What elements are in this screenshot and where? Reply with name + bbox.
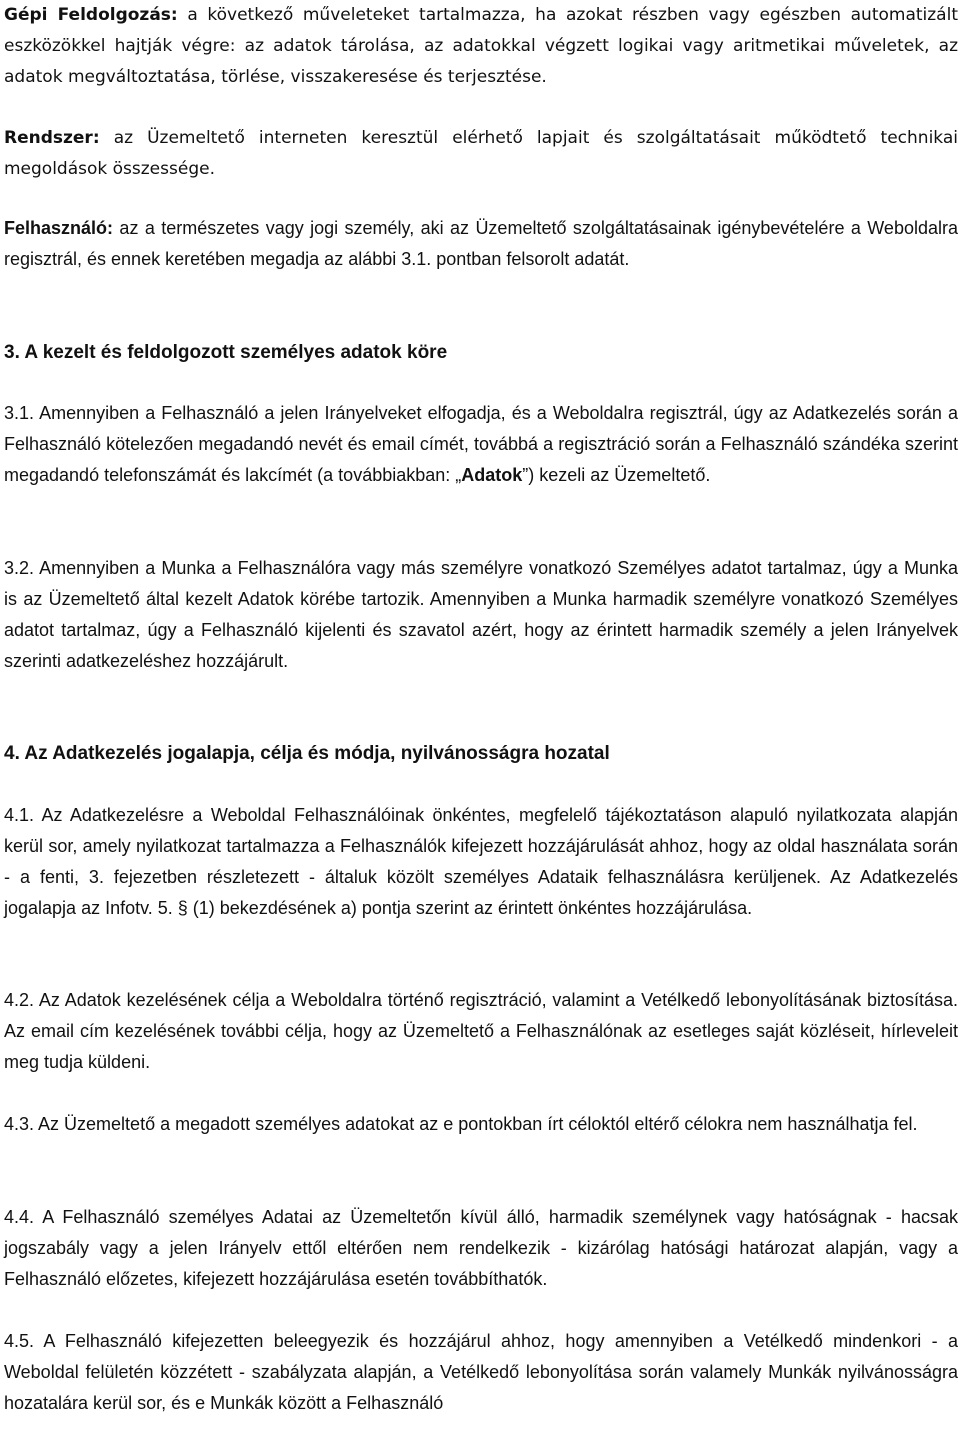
paragraph-3-2: 3.2. Amennyiben a Munka a Felhasználóra vagy más személyre vonatkozó Személyes adatot tartalmaz, úgy a Munka is az Üzemeltető által kezelt Adatok körébe tartozik. Amennyiben a Munka harmadik személyre vonatkozó Személyes adatot tartalmaz, úgy a Felhasználó kijelenti és szavatol azért, hogy az érintett harmadik személy a jelen Irányelvek szerinti adatkezeléshez hozzájárult.: [4, 558, 958, 671]
definition-term: Rendszer:: [4, 128, 100, 148]
definition-gepi-feldolgozas: [4, 0, 958, 93]
paragraph-4-5: 4.5. A Felhasználó kifejezetten beleegyezik és hozzájárul ahhoz, hogy amennyiben a Vetélkedő mindenkori - a Weboldal felületén közzétett - szabályzata alapján, a Vetélkedő lebonyolítása során valamely Munkák nyilvánosságra hozatalára kerül sor, és e Munkák között a Felhasználó: [4, 1331, 958, 1413]
defined-term-adatok: Adatok: [461, 465, 523, 485]
definition-text: az a természetes vagy jogi személy, aki az Üzemeltető szolgáltatásainak igénybevételére a Weboldalra regisztrál, és ennek keretében megadja az alábbi 3.1. pontban felsorolt adatát.: [4, 218, 958, 269]
section-3-heading: 3. A kezelt és feldolgozott személyes adatok köre: [4, 342, 448, 363]
paragraph-text: 3.1. Amennyiben a Felhasználó a jelen Irányelveket elfogadja, és a Weboldalra regisztrál, úgy az Adatkezelés során a Felhasználó kötelezően megadandó nevét és email címét, továbbá a regisztráció során a Felhasználó szándéka szerint megadandó telefonszámát és lakcímét (a továbbiakban: „: [4, 403, 958, 485]
definition-term: Gépi Feldolgozás:: [4, 5, 178, 25]
paragraph-3-1: [4, 398, 958, 491]
paragraph-4-3: 4.3. Az Üzemeltető a megadott személyes adatokat az e pontokban írt célоktól eltérő célokra nem használhatja fel.: [4, 1114, 918, 1134]
paragraph-4-2: 4.2. Az Adatok kezelésének célja a Weboldalra történő regisztráció, valamint a Vetélkedő lebonyolításának biztosítása. Az email cím kezelésének további célja, hogy az Üzemeltető a Felhasználónak az esetleges saját közléseit, hírleveleit meg tudja küldeni.: [4, 990, 958, 1072]
paragraph-4-4: 4.4. A Felhasználó személyes Adatai az Üzemeltetőn kívül álló, harmadik személynek vagy hatóságnak - hacsak jogszabály vagy a jelen Irányelv ettől eltérően nem rendelkezik - kizárólag hatósági határozat alapján, vagy a Felhasználó előzetes, kifejezett hozzájárulása esetén továbbíthatók.: [4, 1207, 958, 1289]
definition-text: a következő műveleteket tartalmazza, ha azokat részben vagy egészben automatizált eszközökkel hajtják végre: az adatok tárolása, az adatokkal végzett logikai vagy aritmetikai műveletek, az adatok megváltoztatása, törlése, visszakeresése és terjesztése.: [4, 5, 958, 87]
paragraph-text: ”) kezeli az Üzemeltető.: [522, 465, 711, 485]
definition-felhasznalo: [4, 213, 958, 275]
definition-text: az Üzemeltető interneten keresztül elérhető lapjait és szolgáltatásait működtető technikai megoldások összessége.: [4, 128, 958, 179]
section-4-heading: 4. Az Adatkezelés jogalapja, célja és módja, nyilvánosságra hozatal: [4, 743, 610, 764]
definition-term: Felhasználó:: [4, 218, 114, 238]
paragraph-4-1: 4.1. Az Adatkezelésre a Weboldal Felhasználóinak önkéntes, megfelelő tájékoztatáson alapuló nyilatkozata alapján kerül sor, amely nyilatkozat tartalmazza a Felhasználók kifejezett hozzájárulását ahhoz, hogy az oldal használata során - a fenti, 3. fejezetben részletezett - általuk közölt személyes Adataik felhasználásra kerüljenek. Az Adatkezelés jogalapja az Infotv. 5. § (1) bekezdésének a) pontja szerint az érintett önkéntes hozzájárulása.: [4, 805, 958, 918]
definition-rendszer: [4, 123, 958, 185]
